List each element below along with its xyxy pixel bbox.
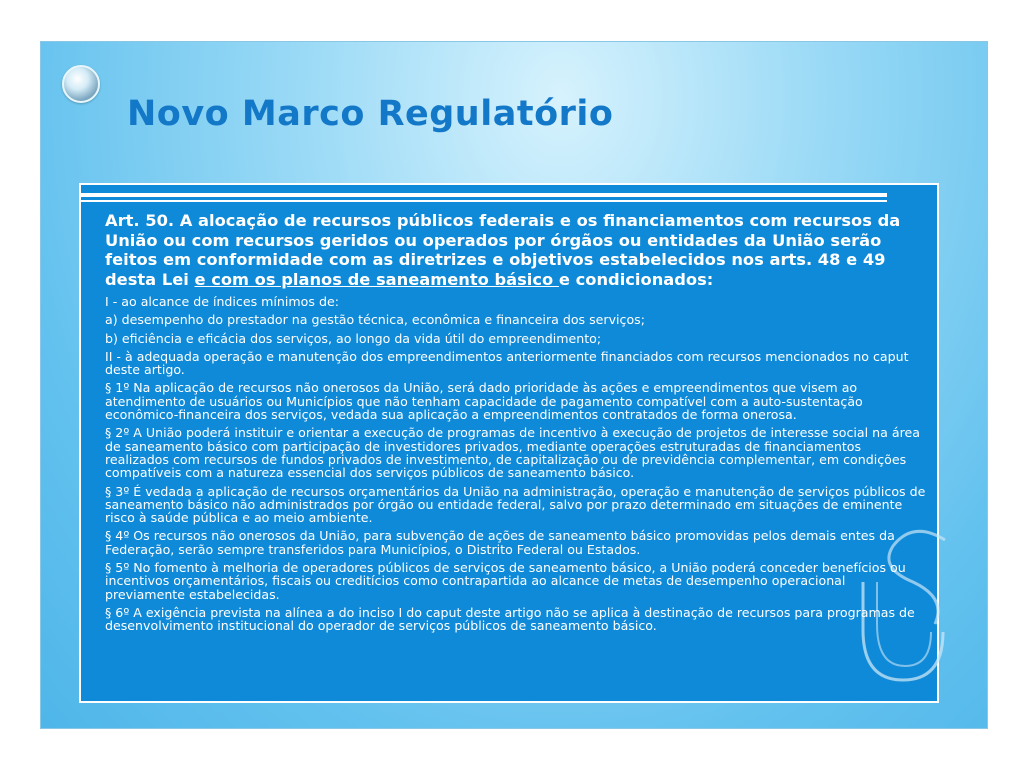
glass-orb-bullet-icon: [62, 65, 100, 103]
double-rule-divider: [79, 193, 887, 202]
clause-item: § 5º No fomento à melhoria de operadores públicos de serviços de saneamento básico, a União poderá conceder benefícios ou incentivos orçamentários, fiscais ou creditícios como contrapartida ao alcance de metas de desempenho operacional previamente estabelecidas.: [105, 560, 906, 602]
clause-item: § 4º Os recursos não onerosos da União, para subvenção de ações de saneamento básico promovidas pelos demais entes da Federação, serão sempre transferidos para Municípios, o Distrito Federal ou Estados.: [105, 528, 895, 557]
clause-item: § 3º É vedada a aplicação de recursos orçamentários da União na administração, operação e manutenção de serviços públicos de saneamento básico não administrados por órgão ou entidade federal, salvo por prazo determinado em situações de eminente risco à saúde pública e ao meio ambiente.: [105, 483, 926, 526]
clause-item: § 1º Na aplicação de recursos não onerosos da União, será dado prioridade às ações e empreendimentos que visem ao atendimento de usuários ou Municípios que não tenham capacidade de pagamento compatível com a auto-sustentação econômico-financeira dos serviços, vedada sua aplicação a empreendimentos contratados de forma onerosa.: [105, 380, 863, 423]
article-lead-end: e condicionados:: [558, 269, 714, 289]
article-lead: [105, 211, 927, 289]
article-text: [105, 211, 927, 638]
clause-item: a) desempenho do prestador na gestão técnica, econômica e financeira dos serviços;: [105, 312, 645, 328]
clause-item: § 6º A exigência prevista na alínea a do inciso I do caput deste artigo não se aplica à destinação de recursos para programas de desenvolvimento institucional do operador de serviços públicos de saneamento básico.: [105, 604, 915, 634]
article-lead-underlined: e com os planos de saneamento básico: [194, 269, 559, 289]
clause-item: b) eficiência e eficácia dos serviços, ao longo da vida útil do empreendimento;: [105, 330, 602, 346]
clause-item: § 2º A União poderá instituir e orientar a execução de programas de incentivo à execução de projetos de interesse social na área de saneamento básico com participação de investidores privados, mediante operações estruturadas de financiamentos realizados com recursos de fundos privados de investimento, de capitalização ou de previdência complementar, em condições compatíveis com a natureza essencial dos serviços públicos de saneamento básico.: [105, 425, 920, 481]
clause-item: II - à adequada operação e manutenção dos empreendimentos anteriormente financiados com recursos mencionados no caput deste artigo.: [105, 348, 909, 378]
article-lead-text: Art. 50. A alocação de recursos públicos federais e os financiamentos com recursos da União ou com recursos geridos ou operados por órgãos ou entidades da União serão feitos em conformidade com as diretrizes e objetivos estabelecidos nos arts. 48 e 49 desta Lei: [105, 211, 901, 289]
clause-item: I - ao alcance de índices mínimos de:: [105, 294, 339, 309]
slide-title: Novo Marco Regulatório: [127, 94, 614, 134]
